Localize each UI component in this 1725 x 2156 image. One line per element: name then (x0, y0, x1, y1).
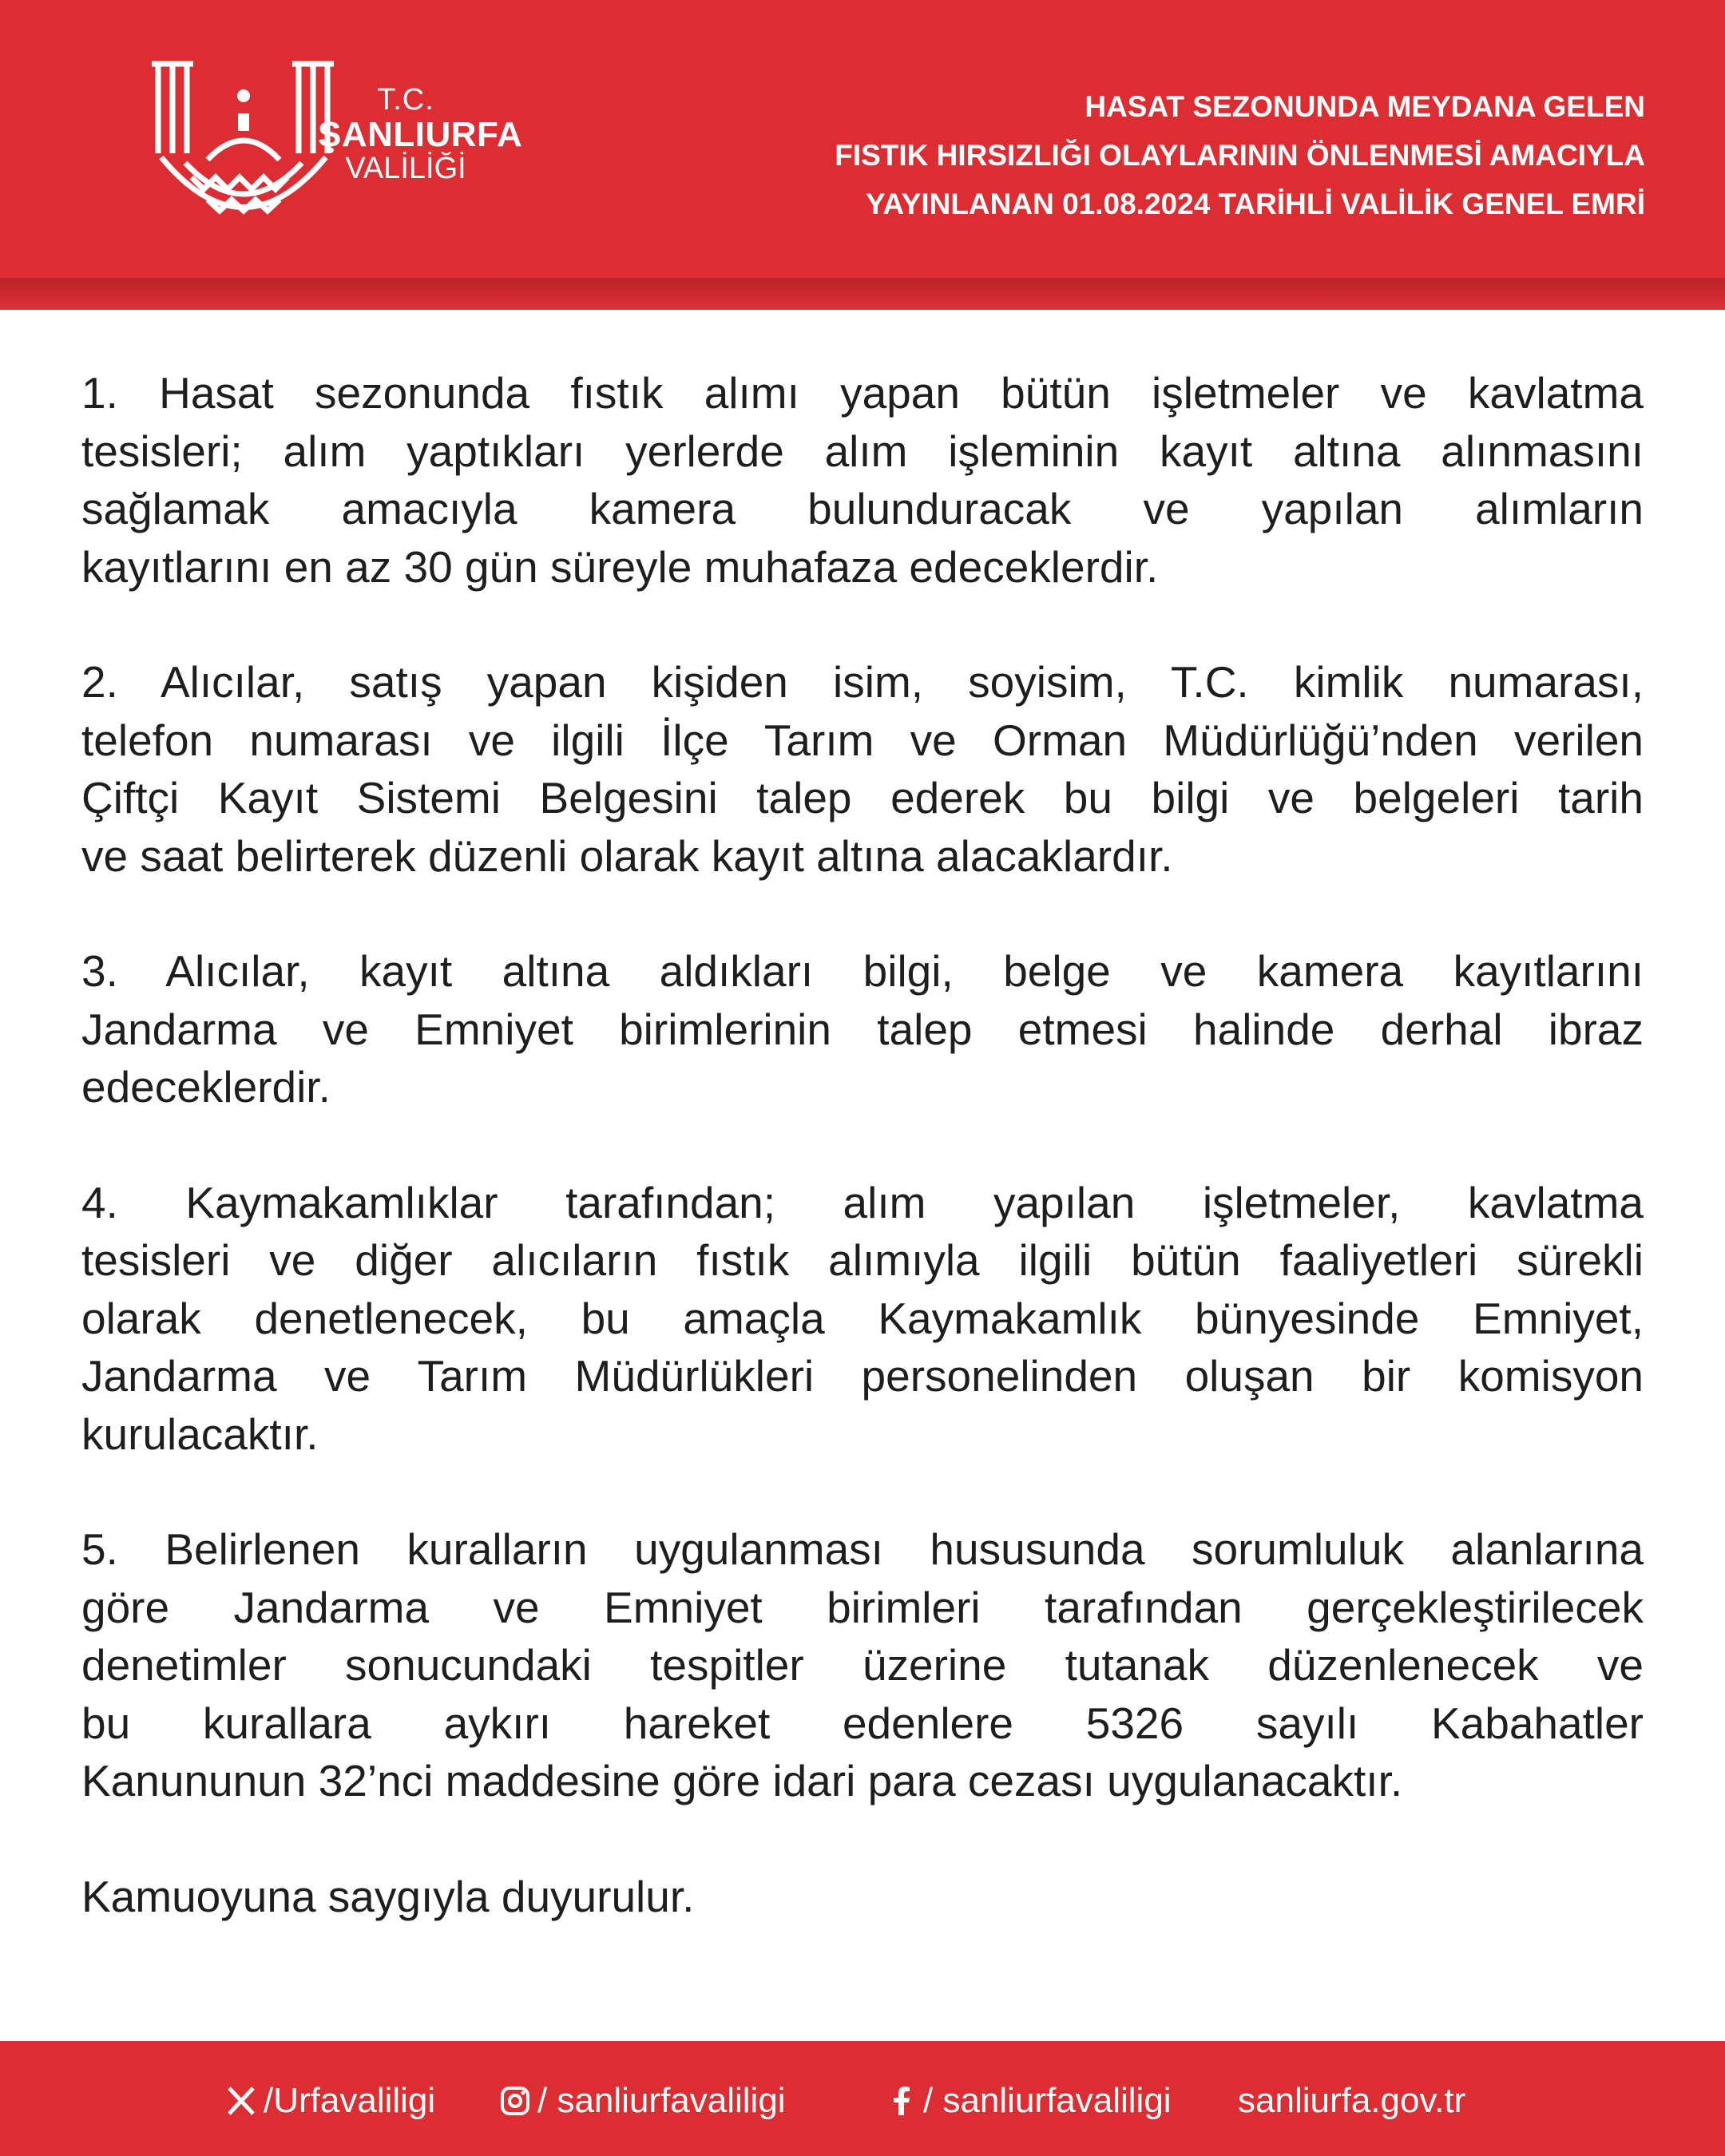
header-divider (0, 278, 1725, 310)
brand-name (318, 83, 523, 186)
text-line: kurulacaktır. (81, 1409, 319, 1459)
text-line: olarak denetlenecek, bu amaçla Kaymakamlık bünyesinde Emniyet, (81, 1293, 1644, 1343)
text-line: sağlamak amacıyla kamera bulunduracak ve yapılan alımların (81, 484, 1644, 533)
instagram-handle: / sanliurfavaliligi (537, 2081, 786, 2120)
footer-bar (0, 2041, 1725, 2156)
text-line: 3. Alıcılar, kayıt altına aldıkları bilgi, belge ve kamera kayıtlarını (81, 946, 1644, 996)
text-line: kayıtlarını en az 30 gün süreyle muhafaza edeceklerdir. (81, 541, 1159, 592)
text-line: Çiftçi Kayıt Sistemi Belgesini talep ederek bu bilgi ve belgeleri tarih (81, 773, 1644, 822)
text-line: 4. Kaymakamlıklar tarafından; alım yapılan işletmeler, kavlatma (81, 1177, 1644, 1227)
announcement-title (607, 82, 1645, 228)
brand-governorship: VALİLİĞİ (345, 152, 466, 186)
text-line: 1. Hasat sezonunda fıstık alımı yapan bütün işletmeler ve kavlatma (81, 368, 1644, 418)
closing-statement: Kamuoyuna saygıyla duyurulur. (81, 1871, 695, 1921)
text-line: göre Jandarma ve Emniyet birimleri tarafından gerçekleştirilecek (81, 1582, 1644, 1632)
text-line: bu kurallara aykırı hareket edenlere 5326 sayılı Kabahatler (81, 1698, 1644, 1748)
announcement-body (81, 364, 1644, 1925)
article-2 (81, 653, 1644, 885)
x-link[interactable] (225, 2081, 435, 2121)
text-line: Jandarma ve Emniyet birimlerinin talep etmesi halinde derhal ibraz (81, 1004, 1644, 1054)
facebook-link[interactable] (885, 2081, 1172, 2121)
title-line: FISTIK HIRSIZLIĞI OLAYLARININ ÖNLENMESİ AMACIYLA (835, 139, 1645, 172)
facebook-handle: / sanliurfavaliligi (923, 2081, 1172, 2120)
title-line: HASAT SEZONUNDA MEYDANA GELEN (1085, 90, 1645, 123)
text-line: ve saat belirterek düzenli olarak kayıt altına alacaklardır. (81, 830, 1173, 881)
article-1 (81, 364, 1644, 596)
website-url: sanliurfa.gov.tr (1238, 2081, 1466, 2120)
facebook-icon (885, 2085, 917, 2117)
x-handle: /Urfavaliligi (264, 2081, 436, 2120)
text-line: Jandarma ve Tarım Müdürlükleri personelinden oluşan bir komisyon (81, 1351, 1644, 1401)
brand-tc: T.C. (377, 83, 434, 117)
text-line: tesisleri ve diğer alıcıların fıstık alımıyla ilgili bütün faaliyetleri sürekli (81, 1235, 1644, 1285)
brand-city: ŞANLIURFA (318, 114, 523, 154)
text-line: tesisleri; alım yaptıkları yerlerde alım işleminin kayıt altına alınmasını (81, 426, 1644, 476)
text-line: telefon numarası ve ilgili İlçe Tarım ve Orman Müdürlüğü’nden verilen (81, 715, 1644, 765)
text-line: edeceklerdir. (81, 1062, 331, 1112)
sanliurfa-governorship-logo-icon (144, 57, 343, 225)
article-4 (81, 1174, 1644, 1464)
instagram-icon (499, 2085, 531, 2117)
text-line: 2. Alıcılar, satış yapan kişiden isim, soyisim, T.C. kimlik numarası, (81, 657, 1644, 707)
title-line: YAYINLANAN 01.08.2024 TARİHLİ VALİLİK GENEL EMRİ (866, 188, 1645, 220)
x-icon (225, 2085, 257, 2117)
header-banner (0, 0, 1725, 278)
article-5 (81, 1520, 1644, 1810)
website-link[interactable] (1238, 2081, 1465, 2121)
text-line: 5. Belirlenen kuralların uygulanması hususunda sorumluluk alanlarına (81, 1524, 1644, 1574)
text-line: denetimler sonucundaki tespitler üzerine tutanak düzenlenecek ve (81, 1640, 1644, 1690)
article-3 (81, 942, 1644, 1116)
instagram-link[interactable] (499, 2081, 786, 2121)
text-line: Kanununun 32’nci maddesine göre idari para cezası uygulanacaktır. (81, 1756, 1403, 1805)
